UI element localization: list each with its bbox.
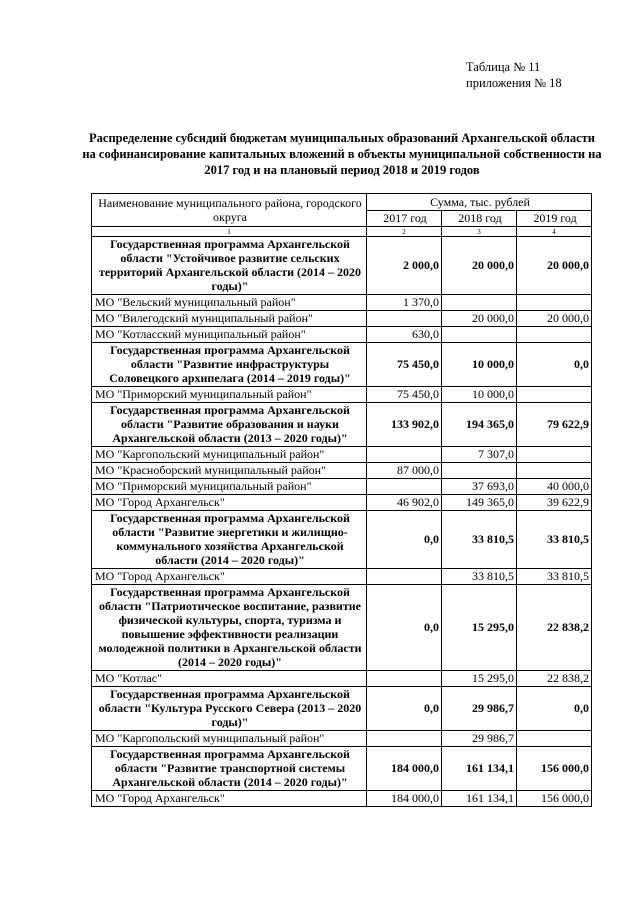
program-row — [92, 403, 592, 447]
amount-2018-cell: 33 810,5 — [442, 511, 517, 569]
program-row — [92, 237, 592, 295]
municipality-name-cell: МО "Город Архангельск" — [92, 791, 367, 807]
year-2019-header: 2019 год — [517, 211, 592, 227]
municipality-name-cell: МО "Вельский муниципальный район" — [92, 295, 367, 311]
program-name-cell: Государственная программа Архангельской области "Устойчивое развитие сельских территорий Архангельской области (2014 – 2020 годы)" — [92, 237, 367, 295]
municipality-name-cell: МО "Каргопольский муниципальный район" — [92, 447, 367, 463]
amount-2018-cell: 15 295,0 — [442, 671, 517, 687]
amount-2017-cell — [367, 671, 442, 687]
subsidy-distribution-table — [91, 193, 592, 807]
program-name-cell: Государственная программа Архангельской области "Развитие энергетики и жилищно-коммунального хозяйства Архангельской области (2014 – 2020 годы)" — [92, 511, 367, 569]
column-number-1: 1 — [92, 227, 367, 237]
program-row — [92, 343, 592, 387]
attachment-reference — [466, 59, 562, 91]
municipality-name-cell: МО "Приморский муниципальный район" — [92, 387, 367, 403]
amount-2019-cell — [517, 731, 592, 747]
municipality-row — [92, 327, 592, 343]
municipality-row — [92, 671, 592, 687]
column-number-3: 3 — [442, 227, 517, 237]
column-number-4: 4 — [517, 227, 592, 237]
amount-2018-cell: 15 295,0 — [442, 585, 517, 671]
municipality-row — [92, 479, 592, 495]
program-row — [92, 687, 592, 731]
year-2018-header: 2018 год — [442, 211, 517, 227]
amount-2018-cell: 194 365,0 — [442, 403, 517, 447]
amount-2019-cell: 20 000,0 — [517, 311, 592, 327]
amount-2019-cell: 20 000,0 — [517, 237, 592, 295]
column-number-2: 2 — [367, 227, 442, 237]
amount-2019-cell: 39 622,9 — [517, 495, 592, 511]
amount-2019-cell: 79 622,9 — [517, 403, 592, 447]
municipality-name-cell: МО "Котлас" — [92, 671, 367, 687]
municipality-row — [92, 295, 592, 311]
amount-2019-cell: 0,0 — [517, 343, 592, 387]
appendix-number-label: приложения № 18 — [466, 76, 562, 90]
municipality-row — [92, 569, 592, 585]
amount-2019-cell: 22 838,2 — [517, 585, 592, 671]
amount-2017-cell: 87 000,0 — [367, 463, 442, 479]
amount-2017-cell — [367, 479, 442, 495]
amount-2018-cell: 7 307,0 — [442, 447, 517, 463]
amount-2017-cell: 184 000,0 — [367, 747, 442, 791]
amount-2017-cell: 133 902,0 — [367, 403, 442, 447]
municipality-name-cell: МО "Приморский муниципальный район" — [92, 479, 367, 495]
amount-2019-cell: 33 810,5 — [517, 569, 592, 585]
table-body — [92, 237, 592, 807]
amount-2017-cell — [367, 311, 442, 327]
amount-2018-cell — [442, 327, 517, 343]
program-name-cell: Государственная программа Архангельской области "Патриотическое воспитание, развитие физической культуры, спорта, туризма и повышение эффективности реализации молодежной политики в Архангельской области (2014 – 2020 годы)" — [92, 585, 367, 671]
municipality-row — [92, 387, 592, 403]
amount-2017-cell — [367, 569, 442, 585]
program-name-cell: Государственная программа Архангельской области "Развитие образования и науки Архангельской области (2013 – 2020 годы)" — [92, 403, 367, 447]
municipality-row — [92, 447, 592, 463]
amount-2018-cell: 29 986,7 — [442, 687, 517, 731]
program-name-cell: Государственная программа Архангельской области "Развитие инфраструктуры Соловецкого архипелага (2014 – 2019 годы)" — [92, 343, 367, 387]
year-2017-header: 2017 год — [367, 211, 442, 227]
amount-2017-cell — [367, 447, 442, 463]
municipality-column-header: Наименование муниципального района, городского округа — [92, 194, 367, 227]
amount-2017-cell — [367, 731, 442, 747]
municipality-row — [92, 311, 592, 327]
amount-2018-cell: 20 000,0 — [442, 311, 517, 327]
amount-2019-cell — [517, 387, 592, 403]
municipality-name-cell: МО "Котласский муниципальный район" — [92, 327, 367, 343]
amount-2017-cell: 46 902,0 — [367, 495, 442, 511]
program-row — [92, 511, 592, 569]
amount-2017-cell: 0,0 — [367, 585, 442, 671]
municipality-name-cell: МО "Город Архангельск" — [92, 495, 367, 511]
program-row — [92, 747, 592, 791]
amount-2019-cell: 156 000,0 — [517, 747, 592, 791]
municipality-name-cell: МО "Вилегодский муниципальный район" — [92, 311, 367, 327]
program-name-cell: Государственная программа Архангельской области "Развитие транспортной системы Архангельской области (2014 – 2020 годы)" — [92, 747, 367, 791]
amount-2017-cell: 75 450,0 — [367, 387, 442, 403]
amount-2018-cell: 29 986,7 — [442, 731, 517, 747]
table-number-label: Таблица № 11 — [466, 60, 541, 74]
amount-2018-cell: 10 000,0 — [442, 343, 517, 387]
amount-2019-cell: 40 000,0 — [517, 479, 592, 495]
amount-2019-cell — [517, 463, 592, 479]
municipality-name-cell: МО "Город Архангельск" — [92, 569, 367, 585]
amount-2018-cell: 37 693,0 — [442, 479, 517, 495]
amount-2019-cell — [517, 295, 592, 311]
amount-2017-cell: 0,0 — [367, 511, 442, 569]
sum-column-group-header: Сумма, тыс. рублей — [367, 194, 592, 211]
amount-2018-cell — [442, 295, 517, 311]
amount-2018-cell: 149 365,0 — [442, 495, 517, 511]
amount-2019-cell: 156 000,0 — [517, 791, 592, 807]
amount-2017-cell: 2 000,0 — [367, 237, 442, 295]
amount-2017-cell: 0,0 — [367, 687, 442, 731]
program-name-cell: Государственная программа Архангельской области "Культура Русского Севера (2013 – 2020 годы)" — [92, 687, 367, 731]
municipality-row — [92, 731, 592, 747]
amount-2017-cell: 184 000,0 — [367, 791, 442, 807]
municipality-row — [92, 495, 592, 511]
municipality-row — [92, 463, 592, 479]
amount-2019-cell: 22 838,2 — [517, 671, 592, 687]
amount-2017-cell: 1 370,0 — [367, 295, 442, 311]
amount-2019-cell: 0,0 — [517, 687, 592, 731]
amount-2018-cell: 161 134,1 — [442, 791, 517, 807]
program-row — [92, 585, 592, 671]
amount-2017-cell: 630,0 — [367, 327, 442, 343]
amount-2018-cell: 10 000,0 — [442, 387, 517, 403]
amount-2018-cell: 20 000,0 — [442, 237, 517, 295]
document-title: Распределение субсидий бюджетам муниципальных образований Архангельской области на софинансирование капитальных вложений в объекты муниципальной собственности на 2017 год и на плановый период 2018 и 2019 годов — [82, 131, 602, 177]
amount-2019-cell — [517, 327, 592, 343]
municipality-name-cell: МО "Красноборский муниципальный район" — [92, 463, 367, 479]
amount-2018-cell: 161 134,1 — [442, 747, 517, 791]
amount-2019-cell: 33 810,5 — [517, 511, 592, 569]
municipality-name-cell: МО "Каргопольский муниципальный район" — [92, 731, 367, 747]
amount-2018-cell: 33 810,5 — [442, 569, 517, 585]
municipality-row — [92, 791, 592, 807]
amount-2019-cell — [517, 447, 592, 463]
amount-2018-cell — [442, 463, 517, 479]
amount-2017-cell: 75 450,0 — [367, 343, 442, 387]
